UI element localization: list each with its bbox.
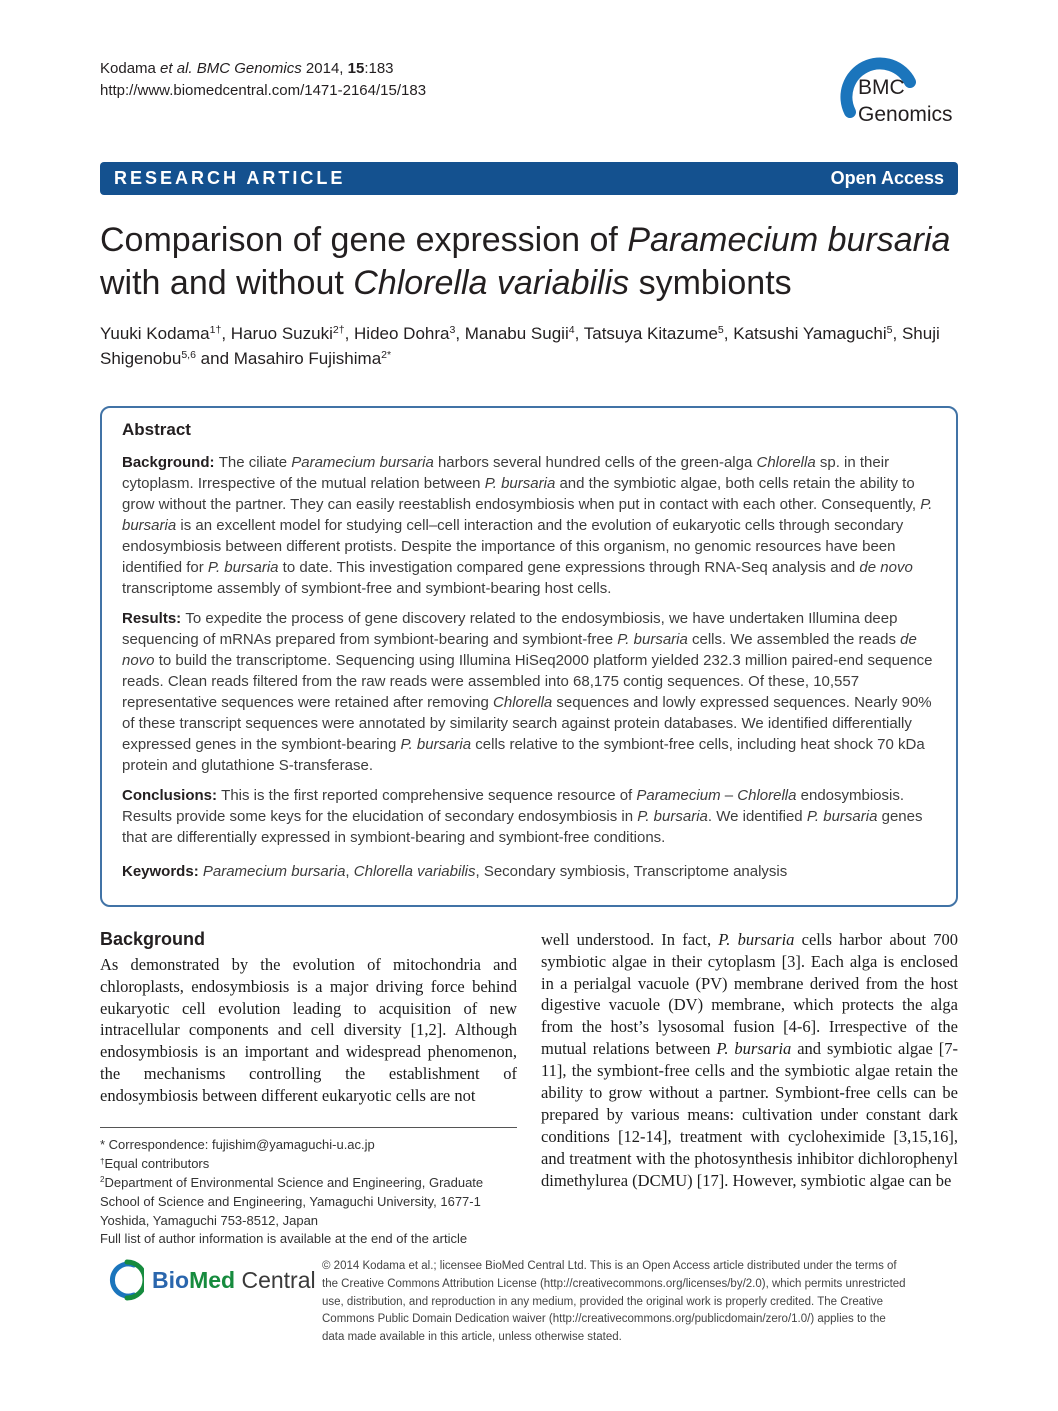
background-section-heading: Background — [100, 928, 206, 949]
abstract-heading: Abstract — [122, 419, 191, 439]
footnote-author-info: Full list of author information is available at the end of the article — [100, 1231, 468, 1247]
abstract-conclusions-paragraph: Conclusions: This is the first reported comprehensive sequence resource of Paramecium – Chlorella endosymbiosis. Results provide some keys for the elucidation of secondary endosymbiosis in P. bursaria. We identified P. bursaria genes that are differentially expressed in symbiont-bearing and symbiont-free conditions. — [122, 786, 923, 846]
article-type-banner — [100, 162, 958, 195]
biomed-med-text: Med — [189, 1266, 236, 1293]
citation-line: Kodama et al. BMC Genomics 2014, 15:183 — [100, 60, 394, 77]
body-paragraph-left: As demonstrated by the evolution of mitochondria and chloroplasts, endosymbiosis is a major driving force behind eukaryotic cell evolution leading to acquisition of new intracellular components and cell diversity [1,2]. Although endosymbiosis is an important and widespread phenomenon, the mechanisms controlling the establishment of endosymbiosis between different eukaryotic cells are not — [100, 954, 517, 1106]
biomed-central-logo — [100, 1258, 322, 1302]
footnote-affiliation: $^2$Department of Environmental Science and Engineering, Graduate School of Science and Engineering, Yamaguchi University, 1677-1 Yoshida, Yamaguchi 753-8512, Japan — [100, 1174, 484, 1228]
footnotes-block — [100, 1127, 517, 1249]
body-columns — [100, 929, 958, 1250]
abstract-keywords-line: Keywords: Paramecium bursaria, Chlorella variabilis, Secondary symbiosis, Transcriptome analysis — [122, 862, 788, 880]
bmc-logo-line2: Genomics — [858, 103, 953, 127]
footnote-correspondence[interactable]: * Correspondence: fujishim@yamaguchi-u.ac.jp — [100, 1137, 375, 1153]
right-column — [541, 929, 958, 1250]
biomed-central-circle-icon — [100, 1258, 144, 1302]
body-paragraph-right: well understood. In fact, P. bursaria cells harbor about 700 symbiotic algae in their cytoplasm [3]. Each alga is enclosed in a perialgal vacuole (PV) membrane derived from the host digestive vacuole (DV) membrane, which protects the alga from the host’s lysosomal fusion [4-6]. Irrespective of the mutual relations between P. bursaria and symbiotic algae [7-11], the symbiont-free cells and the symbiotic algae retain the ability to grow without a partner. Symbiont-free cells can be prepared by various means: cultivation under constant dark conditions [12-14], treatment with cycloheximide [3,15,16], and treatment with the photosynthesis inhibitor dichlorophenyl dimethylurea (DCMU) [17]. However, symbiotic algae can be — [541, 929, 958, 1190]
biomed-bio-text: Bio — [152, 1266, 190, 1293]
abstract-results-paragraph: Results: To expedite the process of gene discovery related to the endosymbiosis, we have undertaken Illumina deep sequencing of mRNAs prepared from symbiont-bearing and symbiont-free P. bursaria cells. We assembled the reads de novo to build the transcriptome. Sequencing using Illumina HiSeq2000 platform yielded 232.3 million paired-end sequence reads. Clean reads filtered from the raw reads were assembled into 68,175 contig sequences. Of these, 10,557 representative sequences were retained after removing Chlorella sequences and lowly expressed sequences. Nearly 90% of these transcript sequences were annotated by similarity search against protein databases. We identified differentially expressed genes in the symbiont-bearing P. bursaria cells relative to the symbiont-free cells, including heat shock 70 kDa protein and glutathione S-transferase. — [122, 609, 933, 774]
license-text: © 2014 Kodama et al.; licensee BioMed Central Ltd. This is an Open Access article distributed under the terms of the Creative Commons Attribution License (http://creativecommons.org/licenses/by/2.0), which permits unrestricted use, distribution, and reproduction in any medium, provided the original work is properly credited. The Creative Commons Public Domain Dedication waiver (http://creativecommons.org/publicdomain/zero/1.0/) applies to the data made available in this article, unless otherwise stated. — [322, 1260, 906, 1344]
abstract-background-paragraph: Background: The ciliate Paramecium bursaria harbors several hundred cells of the green-alga Chlorella sp. in their cytoplasm. Irrespective of the mutual relation between P. bursaria and the symbiotic algae, both cells retain the ability to grow without the partner. They can easily reestablish endosymbiosis when put in contact with each other. Consequently, P. bursaria is an excellent model for studying cell–cell interaction and the evolution of eukaryotic cells through secondary endosymbiosis between different protists. Despite the importance of this organism, no genomic resources have been identified for P. bursaria to date. This investigation compared gene expressions through RNA-Seq analysis and de novo transcriptome assembly of symbiont-free and symbiont-bearing host cells. — [122, 453, 933, 597]
abstract-box — [100, 406, 958, 907]
author-list: Yuuki Kodama$^{1\dagger}$, Haruo Suzuki$^{2\dagger}$, Hideo Dohra$^3$, Manabu Sugii$^4$, Tatsuya Kitazume$^5$, Katsushi Yamaguchi$^5$, Shuji Shigenobu$^{5,6}$ and Masahiro Fujishima$^{2*}$ — [100, 323, 940, 369]
bmc-logo-line1: BMC — [858, 76, 905, 99]
open-access-label: Open Access — [830, 168, 944, 188]
page-header — [100, 58, 958, 127]
left-column — [100, 929, 517, 1250]
footnote-equal-contributors: †Equal contributors — [100, 1156, 210, 1172]
journal-url[interactable]: http://www.biomedcentral.com/1471-2164/15/183 — [100, 81, 427, 99]
research-article-label: RESEARCH ARTICLE — [114, 168, 346, 188]
page-footer — [100, 1258, 958, 1347]
bmc-genomics-logo — [842, 52, 960, 132]
article-title: Comparison of gene expression of Paramecium bursaria with and without Chlorella variabilis symbionts — [100, 221, 951, 302]
biomed-central-text: Central — [235, 1266, 316, 1293]
bmc-logo-text — [858, 74, 953, 129]
biomed-central-wordmark — [152, 1267, 316, 1294]
